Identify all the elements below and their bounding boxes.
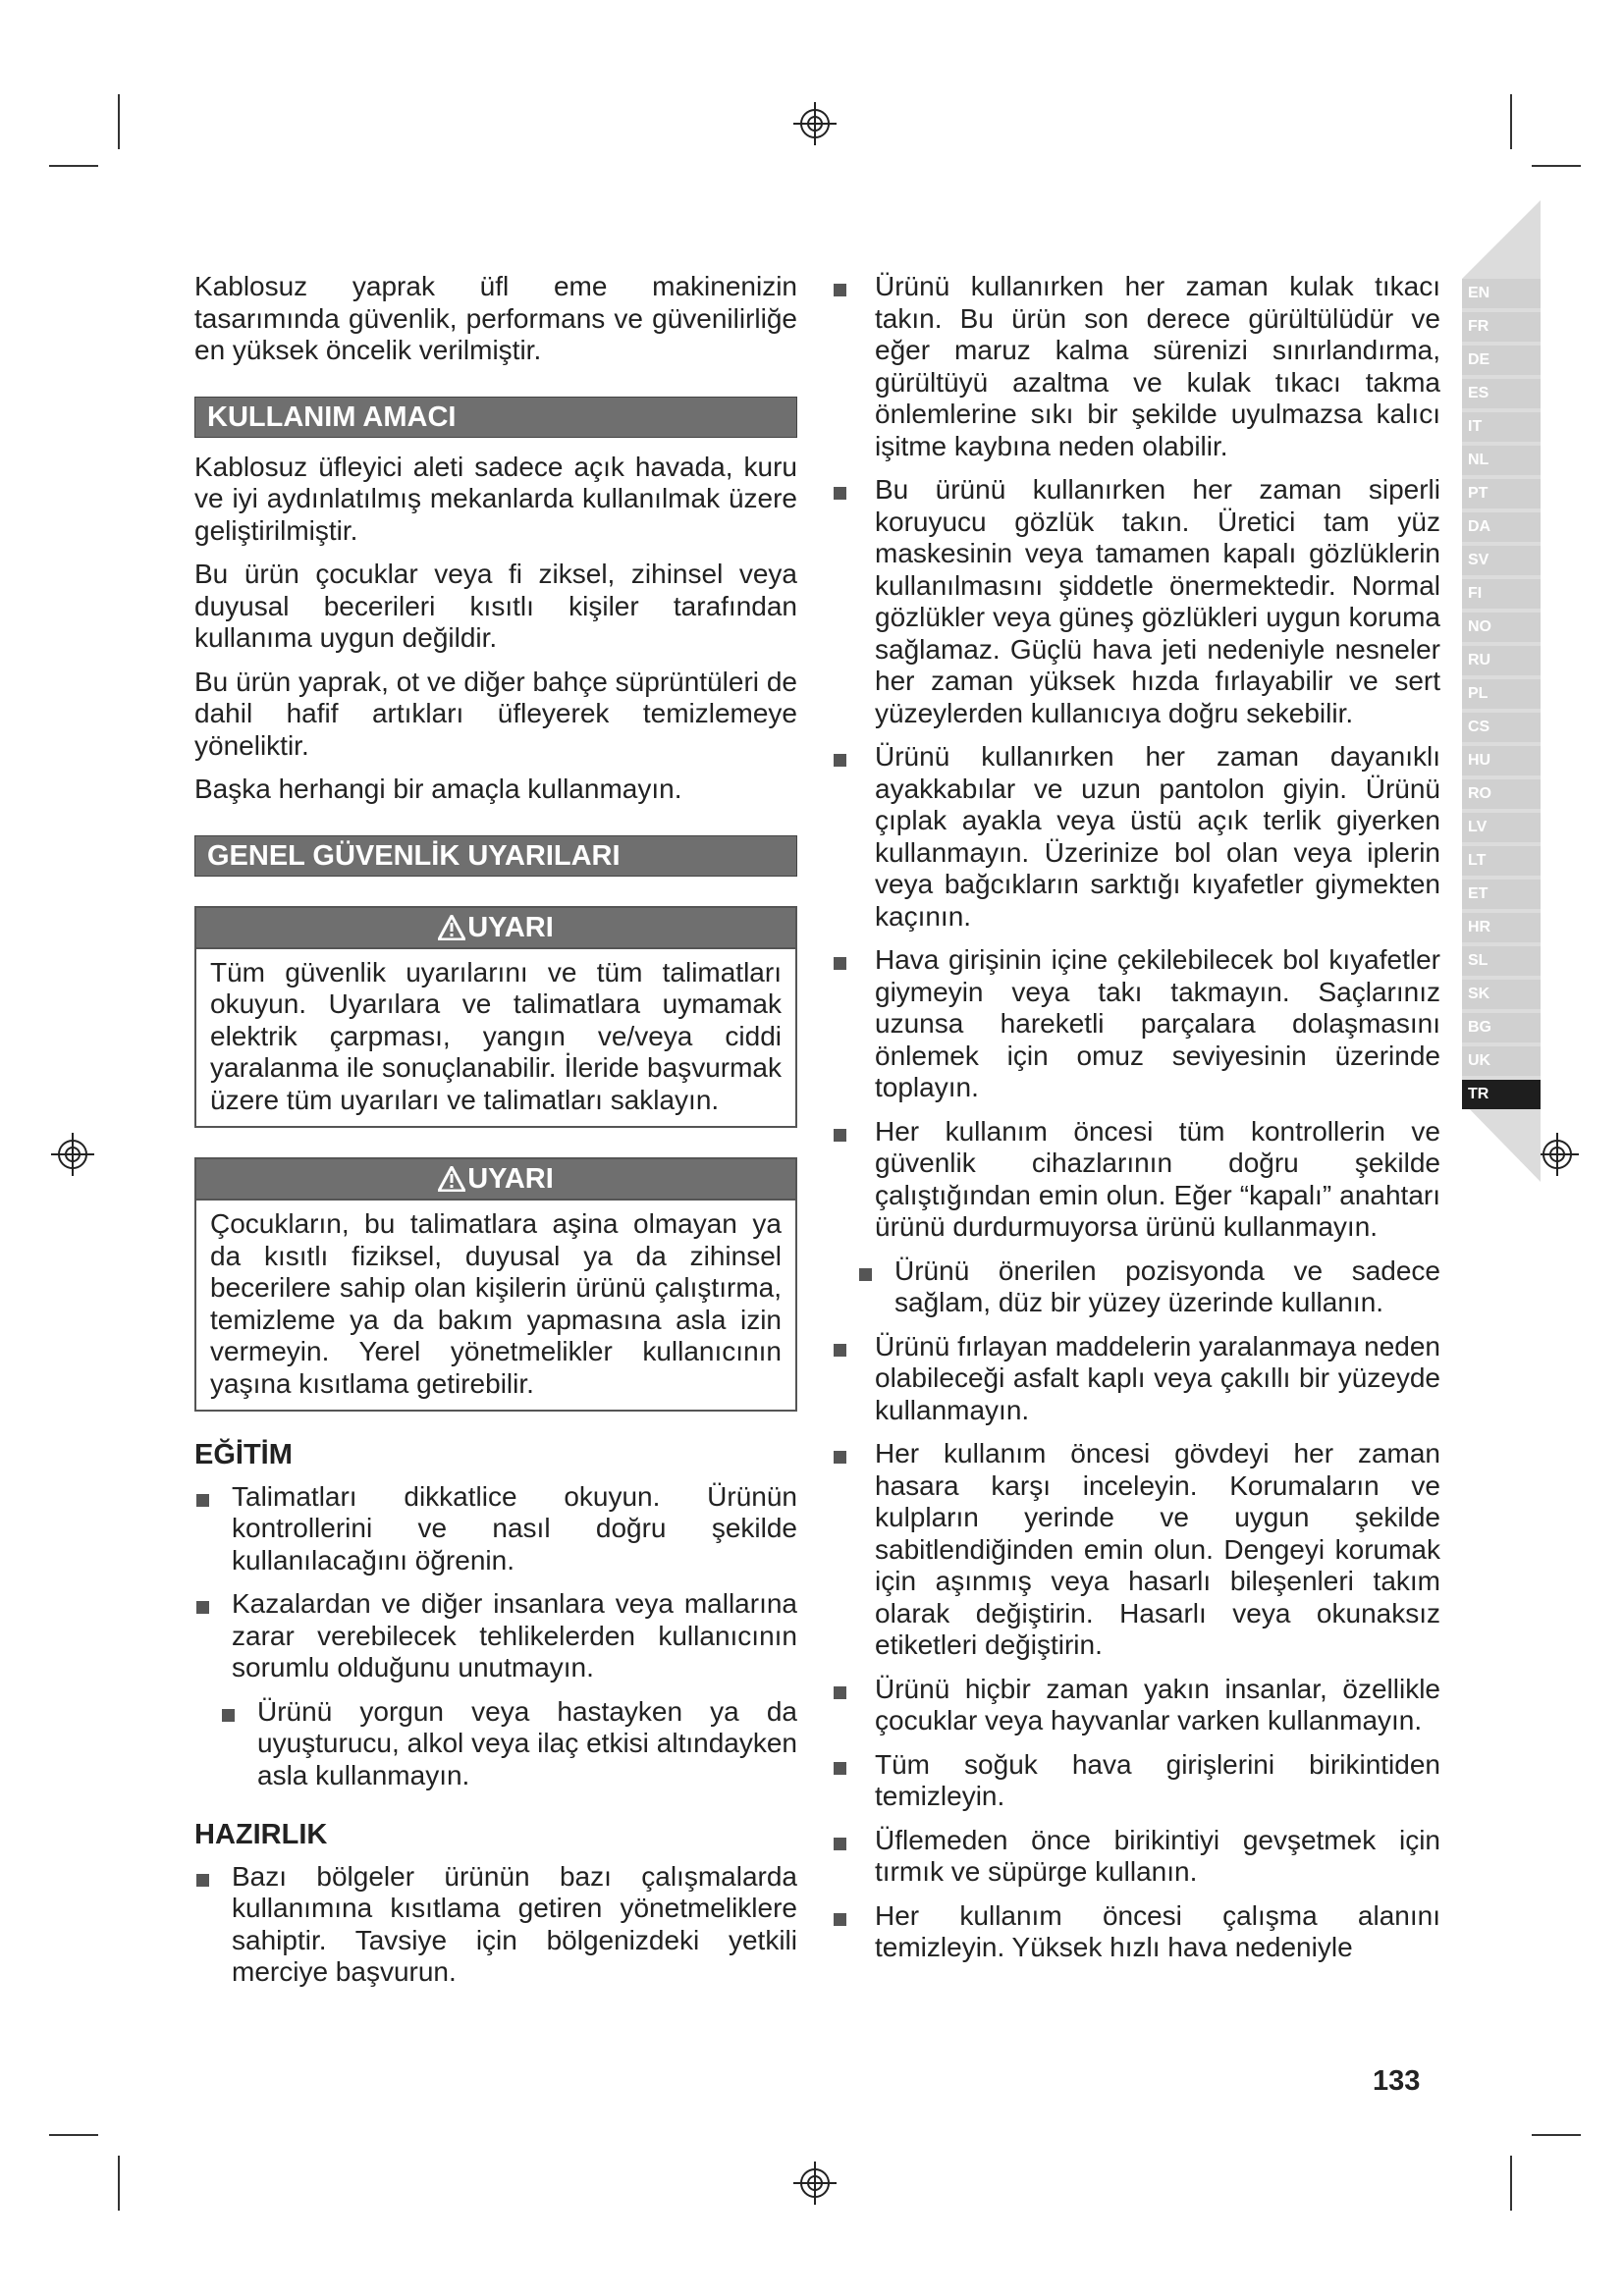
- warning-title: UYARI: [467, 911, 554, 943]
- language-tab-fr: FR: [1462, 312, 1541, 342]
- list-item: Her kullanım öncesi gövdeyi her zaman hasara karşı inceleyin. Korumaların ve kulpların yerinde ve uygun şekilde sabitlendiğinden emin olun. Dengeyi korumak için aşınmış veya hasarlı bileşenleri takım olarak değiştirin. Hasarlı veya okunaksız etiketleri değiştirin.: [832, 1438, 1440, 1662]
- language-tab-sk: SK: [1462, 980, 1541, 1009]
- language-tab-lt: LT: [1462, 846, 1541, 876]
- language-tab-da: DA: [1462, 512, 1541, 542]
- list-item: Ürünü kullanırken her zaman kulak tıkacı takın. Bu ürün son derece gürültülüdür ve eğer maruz kalma sürenizi sınırlandırma, gürültüyü azaltma ve kulak tıkacı takma önlemlerine sıkı bir şekilde uyulmazsa kalıcı işitme kaybına neden olabilir.: [832, 271, 1440, 462]
- egitim-list: [194, 1481, 797, 1792]
- language-tab-bg: BG: [1462, 1013, 1541, 1042]
- warning-header: [196, 908, 795, 949]
- section-heading-genel: GENEL GÜVENLİK UYARILARI: [194, 835, 797, 877]
- language-tab-cs: CS: [1462, 713, 1541, 742]
- language-tab-ru: RU: [1462, 646, 1541, 675]
- hazirlik-list: [194, 1861, 797, 1989]
- warning-triangle-icon: [438, 915, 465, 940]
- list-item: Ürünü fırlayan maddelerin yaralanmaya neden olabileceği asfalt kaplı veya çakıllı bir yüzeyde kullanmayın.: [832, 1331, 1440, 1427]
- language-tab-sv: SV: [1462, 546, 1541, 575]
- language-tab-es: ES: [1462, 379, 1541, 408]
- language-tab-et: ET: [1462, 880, 1541, 909]
- warning-triangle-icon: [438, 1166, 465, 1192]
- list-item: Kazalardan ve diğer insanlara veya mallarına zarar verebilecek tehlikelerden kullanıcının sorumlu olduğunu unutmayın.: [194, 1588, 797, 1684]
- list-item: Ürünü hiçbir zaman yakın insanlar, özellikle çocuklar veya hayvanlar varken kullanmayın.: [832, 1674, 1440, 1737]
- list-item: Her kullanım öncesi tüm kontrollerin ve güvenlik cihazlarının doğru şekilde çalıştığından emin olun. Eğer “kapalı” anahtarı ürünü durdurmuyorsa ürünü kullanmayın.: [832, 1116, 1440, 1244]
- crop-mark: [1510, 94, 1512, 149]
- crop-mark: [1532, 2134, 1581, 2136]
- warning-box: [194, 906, 797, 1129]
- warning-text: Tüm güvenlik uyarılarını ve tüm talimatları okuyun. Uyarılara ve talimatlara uymamak elektrik çarpması, yangın ve/veya ciddi yaralanma ile sonuçlanabilir. İleride başvurmak üzere tüm uyarıları ve talimatları saklayın.: [210, 956, 782, 1115]
- warning-title: UYARI: [467, 1163, 554, 1195]
- language-tab-no: NO: [1462, 613, 1541, 642]
- page-number: 133: [1373, 2065, 1421, 2097]
- subheading-hazirlik: HAZIRLIK: [194, 1819, 328, 1850]
- crop-mark: [49, 165, 98, 167]
- kullanim-paragraph: Kablosuz üfleyici aleti sadece açık havada, kuru ve iyi aydınlatılmış mekanlarda kullanılmak üzere geliştirilmiştir.: [194, 451, 797, 546]
- list-item: Talimatları dikkatlice okuyun. Ürünün kontrollerini ve nasıl doğru şekilde kullanılacağını öğrenin.: [194, 1481, 797, 1577]
- kullanim-paragraph: Bu ürün yaprak, ot ve diğer bahçe süprüntüleri de dahil hafif artıkları üfleyerek temizlemeye yöneliktir.: [194, 666, 797, 761]
- language-tab-nl: NL: [1462, 446, 1541, 475]
- right-column: [832, 271, 1440, 1976]
- language-tab-fi: FI: [1462, 579, 1541, 609]
- crop-mark: [1532, 165, 1581, 167]
- registration-mark-icon: [793, 102, 837, 145]
- list-item: Bu ürünü kullanırken her zaman siperli koruyucu gözlük takın. Üretici tam yüz maskesinin veya tamamen kapalı gözlüklerin kullanılmasını şiddetle önermektedir. Normal gözlükler veya güneş gözlükleri uygun koruma sağlamaz. Güçlü hava jeti nedeniyle nesneler her zaman yüksek hızda fırlayabilir ve sert yüzeylerden kullanıcıya doğru sekebilir.: [832, 474, 1440, 729]
- language-tab-tr: TR: [1462, 1080, 1541, 1109]
- list-item: Ürünü yorgun veya hastayken ya da uyuşturucu, alkol veya ilaç etkisi altındayken asla kullanmayın.: [194, 1696, 797, 1792]
- language-tab-uk: UK: [1462, 1046, 1541, 1076]
- list-item: Ürünü kullanırken her zaman dayanıklı ayakkabılar ve uzun pantolon giyin. Ürünü çıplak ayakla veya üstü açık terlik giyerken kullanmayın. Üzerinize bol olan veya iplerin veya bağcıkların sarktığı kıyafetler giymekten kaçının.: [832, 741, 1440, 933]
- language-tab-hu: HU: [1462, 746, 1541, 775]
- subheading-egitim: EĞİTİM: [194, 1439, 293, 1470]
- registration-mark-icon: [793, 2162, 837, 2205]
- kullanim-paragraph: Başka herhangi bir amaçla kullanmayın.: [194, 774, 682, 804]
- list-item: Tüm soğuk hava girişlerini birikintiden temizleyin.: [832, 1749, 1440, 1813]
- warning-header: [196, 1159, 795, 1201]
- safety-list: [832, 271, 1440, 1964]
- language-tab-sl: SL: [1462, 946, 1541, 976]
- list-item: Ürünü önerilen pozisyonda ve sadece sağlam, düz bir yüzey üzerinde kullanın.: [832, 1255, 1440, 1319]
- warning-text: Çocukların, bu talimatlara aşina olmayan ya da kısıtlı fiziksel, duyusal ya da zihinsel becerilere sahip olan kişilerin ürünü çalıştırma, temizleme ya da bakım yapmasına asla izin vermeyin. Yerel yönetmelikler kullanıcının yaşına kısıtlama getirebilir.: [210, 1208, 782, 1399]
- left-column: [194, 271, 797, 2001]
- kullanim-paragraph: Bu ürün çocuklar veya fi ziksel, zihinsel veya duyusal becerileri kısıtlı kişiler tarafından kullanıma uygun değildir.: [194, 559, 797, 653]
- intro-paragraph: Kablosuz yaprak üfl eme makinenizin tasarımında güvenlik, performans ve güvenilirliğe en yüksek öncelik verilmiştir.: [194, 271, 797, 365]
- list-item: Üflemeden önce birikintiyi gevşetmek için tırmık ve süpürge kullanın.: [832, 1825, 1440, 1889]
- section-heading-kullanim: KULLANIM AMACI: [194, 397, 797, 438]
- language-tab-lv: LV: [1462, 813, 1541, 842]
- crop-mark: [118, 94, 120, 149]
- language-tab-hr: HR: [1462, 913, 1541, 942]
- crop-mark: [49, 2134, 98, 2136]
- list-item: Bazı bölgeler ürünün bazı çalışmalarda kullanımına kısıtlama getiren yönetmeliklere sahiptir. Tavsiye için bölgenizdeki yetkili merciye başvurun.: [194, 1861, 797, 1989]
- registration-mark-icon: [51, 1133, 94, 1176]
- language-tab-ro: RO: [1462, 779, 1541, 809]
- crop-mark: [1510, 2156, 1512, 2211]
- language-tab-it: IT: [1462, 412, 1541, 442]
- language-tab-pt: PT: [1462, 479, 1541, 508]
- warning-box: [194, 1157, 797, 1412]
- list-item: Hava girişinin içine çekilebilecek bol kıyafetler giymeyin veya takı takmayın. Saçlarınız uzunsa hareketli parçalara dolaşmasını önlemek için omuz seviyesinin üzerinde toplayın.: [832, 944, 1440, 1104]
- crop-mark: [118, 2156, 120, 2211]
- language-tab-en: EN: [1462, 279, 1541, 308]
- language-tab-pl: PL: [1462, 679, 1541, 709]
- language-tab-de: DE: [1462, 346, 1541, 375]
- list-item: Her kullanım öncesi çalışma alanını temizleyin. Yüksek hızlı hava nedeniyle: [832, 1900, 1440, 1964]
